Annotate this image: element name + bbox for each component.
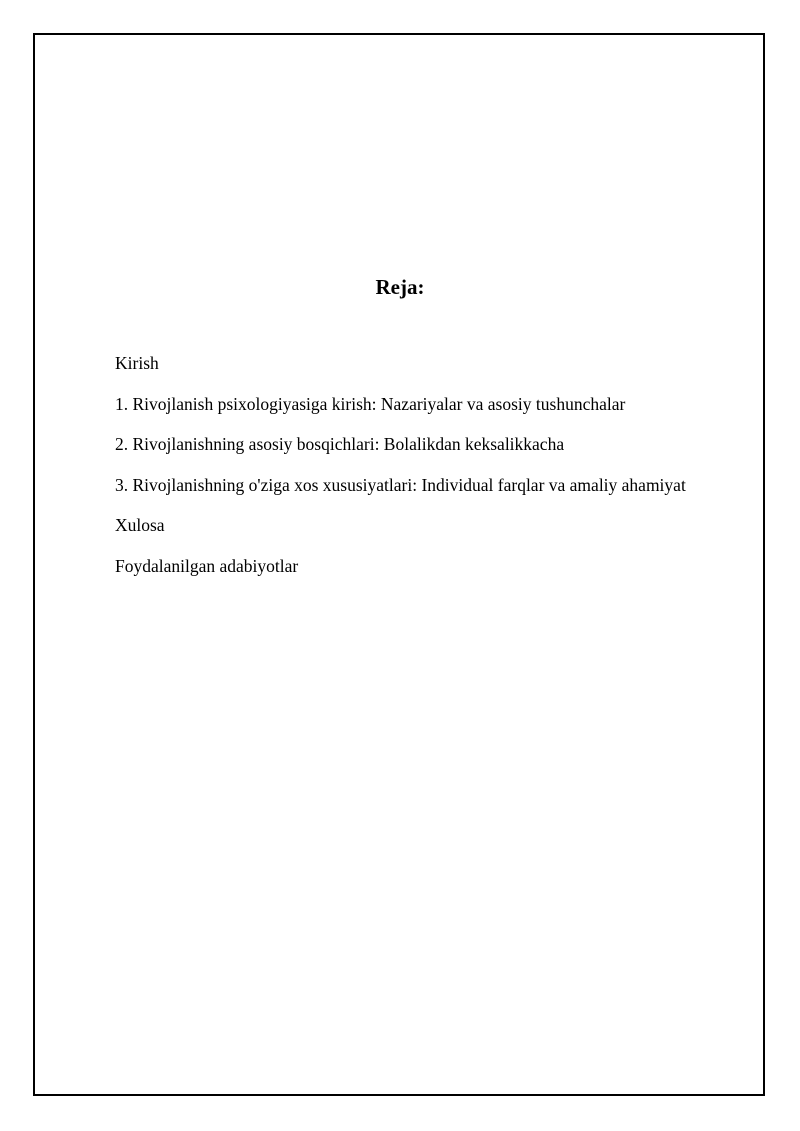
toc-item-chapter-2: 2. Rivojlanishning asosiy bosqichlari: Bolalikdan keksalikkacha bbox=[115, 434, 565, 454]
page-title: Reja: bbox=[375, 275, 425, 299]
toc-item-conclusion: Xulosa bbox=[115, 515, 165, 535]
toc-item-chapter-1: 1. Rivojlanish psixologiyasiga kirish: Nazariyalar va asosiy tushunchalar bbox=[115, 393, 626, 414]
toc-item-chapter-3: 3. Rivojlanishning o'ziga xos xususiyatlari: Individual farqlar va amaliy ahamiyat bbox=[115, 474, 686, 495]
table-of-contents bbox=[115, 350, 686, 593]
toc-item-references: Foydalanilgan adabiyotlar bbox=[115, 555, 299, 576]
toc-item-introduction: Kirish bbox=[115, 353, 159, 373]
